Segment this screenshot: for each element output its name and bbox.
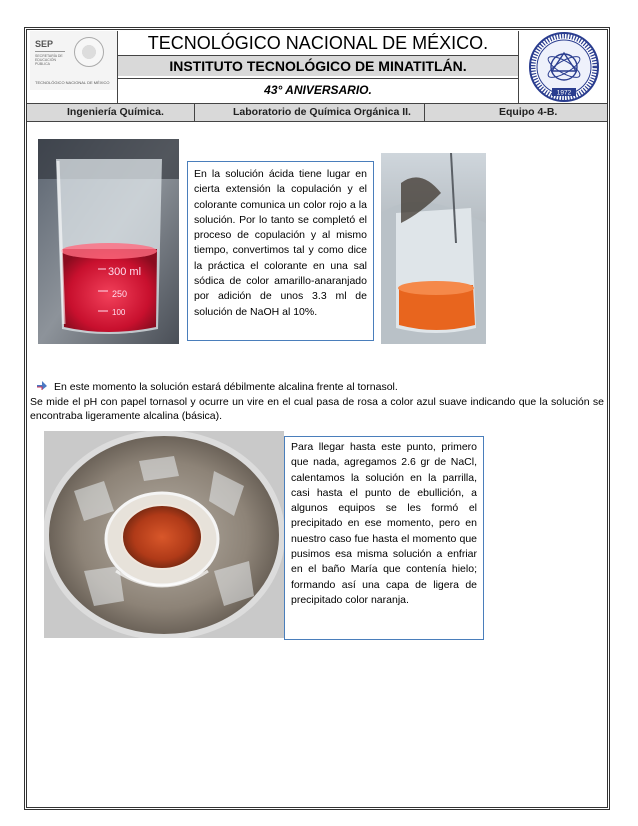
lab-label: Laboratorio de Química Orgánica II. — [233, 106, 411, 118]
bullet-arrow-icon — [36, 380, 48, 391]
beaker-mark-300: 300 ml — [108, 266, 142, 278]
red-solution-beaker-photo — [38, 139, 179, 344]
sep-tecnm-logo — [30, 31, 117, 90]
anniversary-label: 43° ANIVERSARIO. — [264, 83, 372, 97]
logo-year: 1972 — [556, 89, 572, 97]
career-label: Ingeniería Química. — [67, 106, 164, 118]
copulation-textbox: En la solución ácida tiene lugar en cierta extensión la copulación y el colorante comunica un color rojo a la solución. Por lo tanto se completó el proceso de copulación y al mismo tiempo, convertimos tal y como dice la práctica el colorante en una sal sódica de color amarillo-anaranjado por adición de unos 3.3 ml de solución de NaOH al 10%. — [187, 161, 374, 341]
team-label: Equipo 4-B. — [499, 106, 558, 118]
ice-bath-precipitate-photo — [44, 431, 284, 638]
institute-name: INSTITUTO TECNOLÓGICO DE MINATITLÁN. — [118, 56, 518, 76]
sep-logo-text: SEP — [35, 39, 54, 49]
orange-solution-beaker-photo — [381, 153, 486, 344]
itm-institute-logo — [522, 31, 607, 103]
page-title: TECNOLÓGICO NACIONAL DE MÉXICO. — [147, 33, 489, 53]
bullet-line — [30, 380, 600, 394]
info-bar — [27, 104, 607, 121]
bullet-text: En este momento la solución estará débilmente alcalina frente al tornasol. — [54, 381, 398, 393]
nacl-precipitate-textbox: Para llegar hasta este punto, primero que nada, agregamos 2.6 gr de NaCl, calentamos la solución en la parrilla, casi hasta el punto de ebullición, a algunos equipos se les formó el precipitado en ese momento, pero en nuestro caso fue hasta el momento que pusimos esa misma solución a enfriar en el baño María que contenía hielo; formando así una capa de ligera de precipitado color naranja. — [284, 436, 484, 640]
sep-logo-subtitle: SECRETARÍA DE EDUCACIÓN PÚBLICA — [35, 54, 63, 66]
beaker-mark-250: 250 — [112, 289, 128, 299]
tecnm-logo-text: TECNOLÓGICO NACIONAL DE MÉXICO — [35, 80, 110, 85]
beaker-mark-100: 100 — [112, 308, 126, 317]
litmus-paragraph: Se mide el pH con papel tornasol y ocurre un vire en el cual pasa de rosa a color azul suave indicando que la solución se encontraba ligeramente alcalina (básica). — [30, 396, 604, 422]
national-seal-icon — [74, 37, 104, 67]
